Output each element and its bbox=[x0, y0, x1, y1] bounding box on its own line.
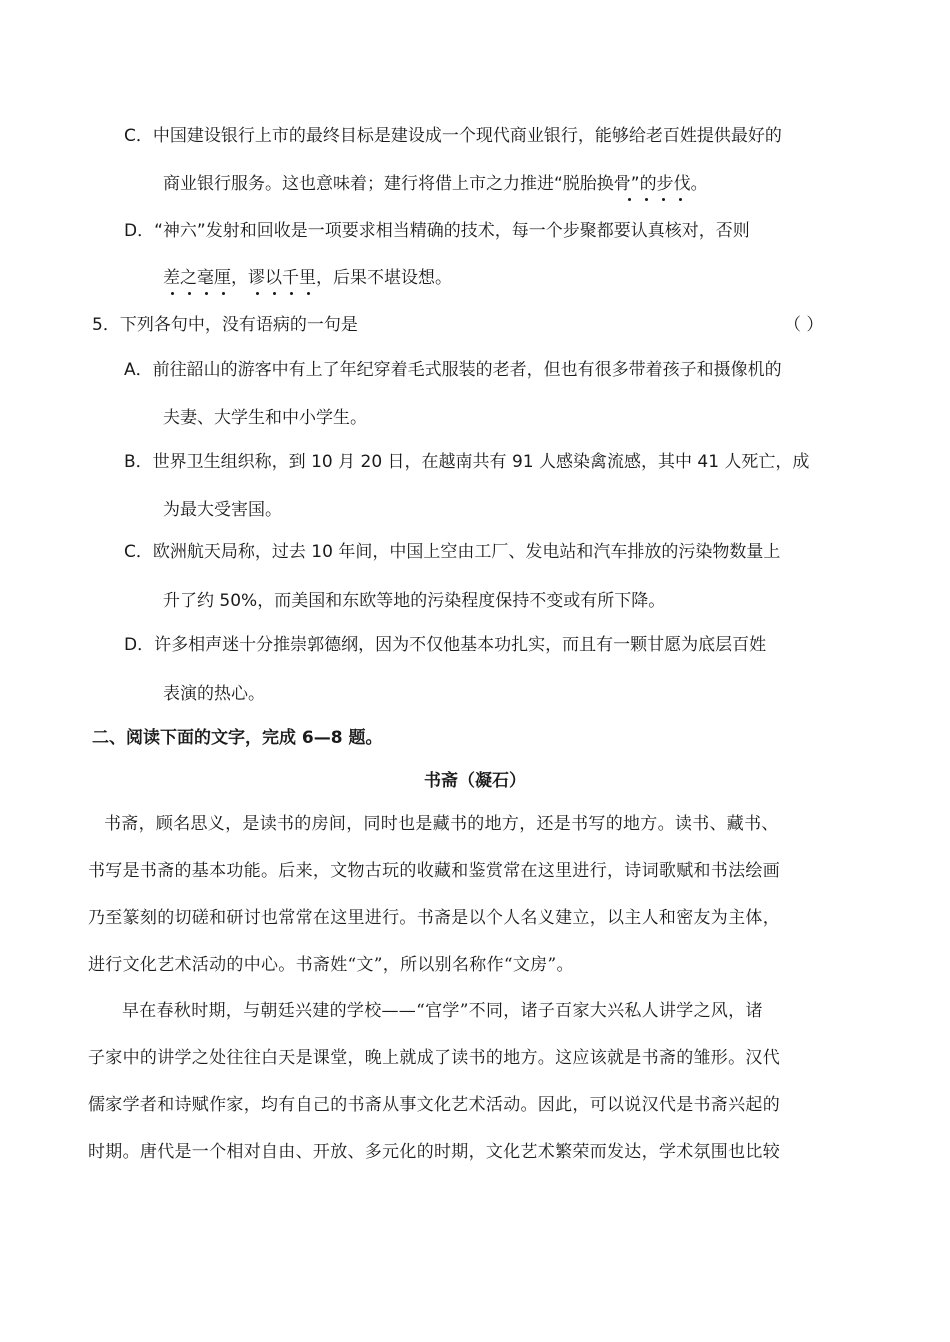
q5-option-a-line2: 夫妻、大学生和中小学生。 bbox=[163, 408, 367, 428]
option-label: D． bbox=[124, 221, 155, 241]
passage-line: 书写是书斋的基本功能。后来，文物古玩的收藏和鉴赏常在这里进行，诗词歌赋和书法绘画 bbox=[88, 861, 780, 881]
q4-option-d-line1: D．“神六”发射和回收是一项要求相当精确的技术，每一个步聚都要认真核对，否则 bbox=[124, 221, 750, 241]
passage-line: 儒家学者和诗赋作家，均有自己的书斋从事文化艺术活动。因此，可以说汉代是书斋兴起的 bbox=[88, 1095, 780, 1115]
answer-blank: （ ） bbox=[784, 315, 824, 335]
q4-option-d-line2: 差之毫厘，谬以千里，后果不堪设想。 bbox=[163, 268, 452, 288]
q5-option-b-line1: B．世界卫生组织称，到 10 月 20 日，在越南共有 91 人感染禽流感，其中 41 人死亡，成 bbox=[124, 452, 810, 472]
q5-option-c-line1: C．欧洲航天局称，过去 10 年间，中国上空由工厂、发电站和汽车排放的污染物数量上 bbox=[124, 542, 781, 562]
passage-line: 乃至篆刻的切磋和研讨也常常在这里进行。书斋是以个人名义建立，以主人和密友为主体， bbox=[88, 908, 780, 928]
q5-option-b-line2: 为最大受害国。 bbox=[163, 500, 282, 520]
passage-line: 子家中的讲学之处往往白天是课堂，晚上就成了读书的地方。这应该就是书斋的雏形。汉代 bbox=[88, 1048, 780, 1068]
q5-option-a-line1: A．前往韶山的游客中有上了年纪穿着毛式服装的老者，但也有很多带着孩子和摄像机的 bbox=[124, 360, 782, 380]
passage-line: 书斋，顾名思义，是读书的房间，同时也是藏书的地方，还是书写的地方。读书、藏书、 bbox=[104, 814, 779, 834]
passage-line: 时期。唐代是一个相对自由、开放、多元化的时期，文化艺术繁荣而发达，学术氛围也比较 bbox=[88, 1142, 780, 1162]
passage-line: 早在春秋时期，与朝廷兴建的学校——“官学”不同，诸子百家大兴私人讲学之风，诸 bbox=[122, 1001, 763, 1021]
option-label: D． bbox=[124, 635, 155, 655]
section-heading: 二、阅读下面的文字，完成 6—8 题。 bbox=[92, 728, 383, 748]
option-label: C． bbox=[124, 542, 153, 562]
option-label: B． bbox=[124, 452, 153, 472]
question-5-stem: 5．下列各句中，没有语病的一句是 bbox=[92, 315, 358, 335]
q5-option-c-line2: 升了约 50%，而美国和东欧等地的污染程度保持不变或有所下降。 bbox=[163, 591, 666, 611]
q5-option-d-line2: 表演的热心。 bbox=[163, 684, 265, 704]
q4-option-c-line1: C．中国建设银行上市的最终目标是建设成一个现代商业银行，能够给老百姓提供最好的 bbox=[124, 126, 782, 146]
option-label: A． bbox=[124, 360, 153, 380]
q5-option-d-line1: D．许多相声迷十分推崇郭德纲，因为不仅他基本功扎实，而且有一颗甘愿为底层百姓 bbox=[124, 635, 767, 655]
q4-option-c-line2: 商业银行服务。这也意味着；建行将借上市之力推进“脱胎换骨”的步伐。 bbox=[163, 174, 708, 194]
passage-title: 书斋（凝石） bbox=[424, 771, 526, 791]
passage-line: 进行文化艺术活动的中心。书斋姓“文”，所以别名称作“文房”。 bbox=[88, 955, 574, 975]
option-label: C． bbox=[124, 126, 153, 146]
